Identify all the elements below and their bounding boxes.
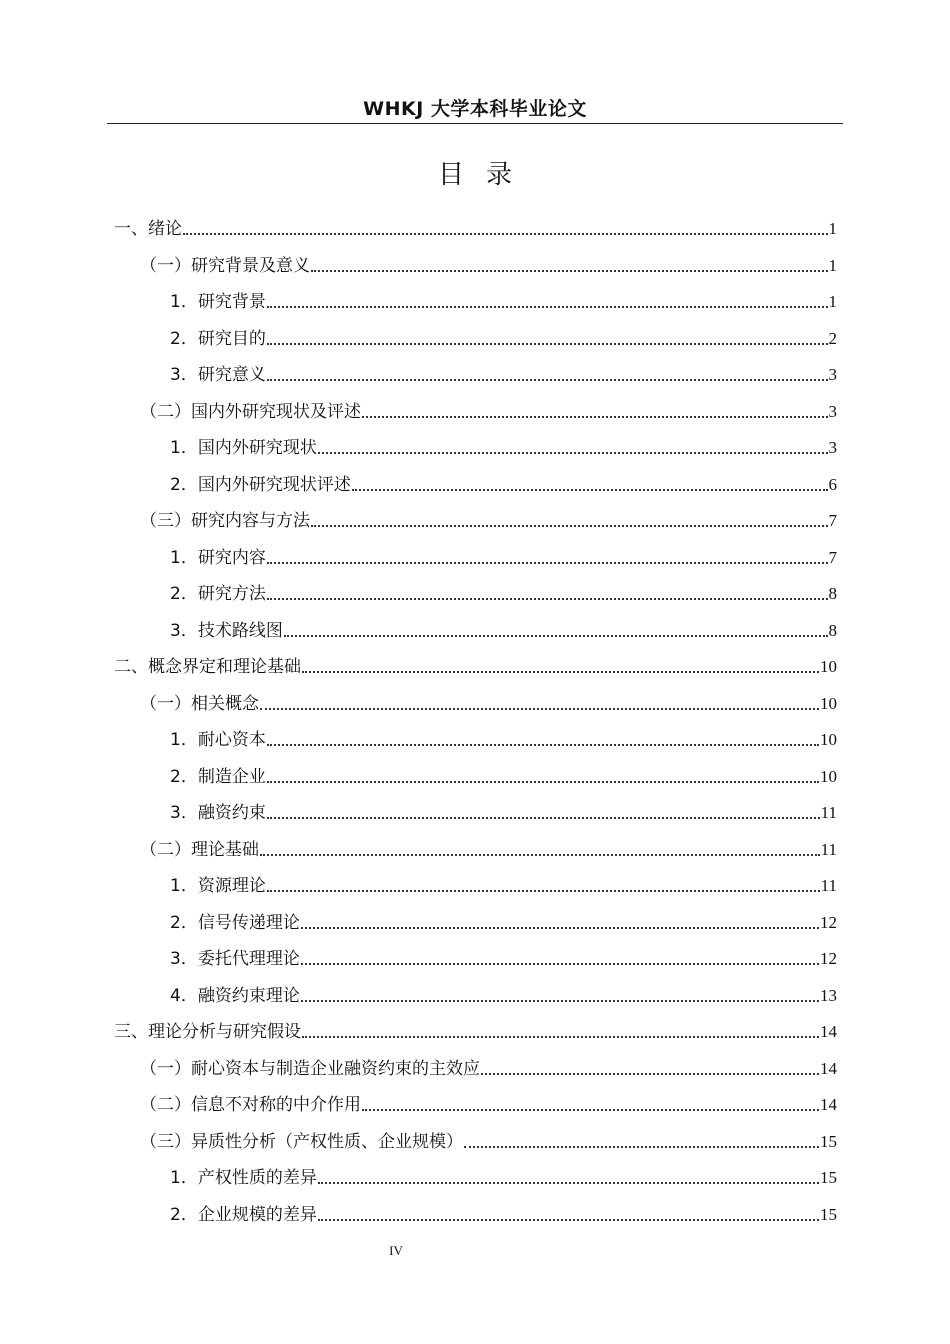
toc-entry-label: 1．研究内容 — [170, 547, 266, 568]
toc-dot-leader — [183, 233, 828, 235]
toc-entry[interactable] — [170, 725, 837, 751]
toc-entry[interactable] — [140, 506, 837, 532]
toc-entry-label: 2．研究方法 — [170, 584, 266, 604]
toc-entry-page: 3 — [828, 365, 837, 384]
toc-entry-page: 13 — [820, 985, 837, 1005]
toc-entry-page: 2 — [828, 328, 837, 348]
toc-dot-leader — [267, 817, 820, 819]
toc-entry-label: （一）耐心资本与制造企业融资约束的主效应 — [140, 1058, 480, 1079]
toc-dot-leader — [267, 890, 820, 892]
footer-page-number: IV — [389, 1243, 403, 1258]
toc-entry-page: 14 — [820, 1022, 837, 1041]
toc-dot-leader — [302, 1036, 819, 1038]
toc-dot-leader — [267, 306, 828, 308]
toc-entry-page: 10 — [820, 693, 837, 713]
toc-entry-label: （一）相关概念 — [140, 693, 259, 714]
toc-entry[interactable] — [114, 1017, 837, 1043]
toc-entry-page: 8 — [828, 620, 837, 640]
toc-entry[interactable] — [114, 652, 837, 678]
toc-entry-label: 1．耐心资本 — [170, 730, 266, 750]
toc-entry[interactable] — [140, 251, 837, 277]
toc-entry[interactable] — [140, 689, 837, 715]
toc-entry[interactable] — [140, 835, 837, 861]
toc-dot-leader — [267, 781, 819, 783]
toc-entry-page: 15 — [820, 1168, 837, 1187]
toc-dot-leader — [267, 343, 828, 345]
toc-entry-page: 14 — [820, 1058, 837, 1078]
toc-dot-leader — [301, 1000, 819, 1002]
toc-entry-label: 3．技术路线图 — [170, 620, 283, 641]
toc-entry-label: 2．制造企业 — [170, 766, 266, 787]
toc-entry[interactable] — [170, 762, 837, 788]
toc-entry[interactable] — [170, 287, 837, 313]
toc-dot-leader — [301, 963, 819, 965]
toc-dot-leader — [464, 1146, 819, 1148]
toc-entry[interactable] — [170, 981, 837, 1007]
toc-entry-page: 11 — [820, 839, 837, 859]
toc-dot-leader — [267, 379, 828, 381]
toc-dot-leader — [352, 489, 828, 491]
toc-entry-label: 1．研究背景 — [170, 292, 266, 312]
toc-entry-page: 3 — [828, 401, 837, 421]
toc-dot-leader — [481, 1073, 819, 1075]
page-footer — [0, 1243, 792, 1259]
toc-dot-leader — [267, 562, 828, 564]
toc-dot-leader — [362, 416, 828, 418]
toc-entry-label: 2．企业规模的差异 — [170, 1204, 317, 1225]
toc-dot-leader — [267, 744, 819, 746]
toc-entry-page: 12 — [820, 949, 837, 968]
toc-entry-label: （二）信息不对称的中介作用 — [140, 1095, 361, 1115]
toc-dot-leader — [318, 1219, 819, 1221]
toc-entry[interactable] — [140, 1127, 837, 1153]
toc-entry-page: 10 — [820, 657, 837, 676]
toc-entry-label: 3．融资约束 — [170, 803, 266, 823]
toc-entry-page: 12 — [820, 912, 837, 932]
toc-dot-leader — [311, 270, 828, 272]
toc-entry-label: 1．资源理论 — [170, 876, 266, 896]
toc-entry-page: 1 — [828, 255, 837, 275]
page-title: 目录 — [437, 160, 534, 190]
toc-entry[interactable] — [170, 908, 837, 934]
toc-entry-label: （一）研究背景及意义 — [140, 255, 310, 276]
toc-entry[interactable] — [114, 214, 837, 240]
toc-entry-label: 2．信号传递理论 — [170, 912, 300, 933]
toc-entry-label: 3．委托代理理论 — [170, 949, 300, 969]
toc-entry[interactable] — [170, 1163, 837, 1189]
toc-entry-page: 6 — [828, 474, 837, 494]
toc-entry[interactable] — [140, 397, 837, 423]
toc-dot-leader — [260, 708, 819, 710]
toc-entry-label: （二）理论基础 — [140, 839, 259, 860]
toc-entry-label: 二、概念界定和理论基础 — [114, 657, 301, 677]
toc-entry-page: 11 — [820, 803, 837, 822]
toc-entry[interactable] — [170, 944, 837, 970]
toc-entry-page: 11 — [820, 876, 837, 895]
toc-entry-label: （三）异质性分析（产权性质、企业规模） — [140, 1131, 463, 1152]
toc-dot-leader — [318, 1182, 819, 1184]
toc-entry[interactable] — [140, 1090, 837, 1116]
toc-entry[interactable] — [170, 324, 837, 350]
toc-dot-leader — [260, 854, 820, 856]
header-text: WHKJ 大学本科毕业论文 — [363, 98, 587, 120]
toc-entry[interactable] — [170, 470, 837, 496]
toc-dot-leader — [311, 525, 828, 527]
toc-entry-page: 10 — [820, 766, 837, 786]
toc-entry-label: （二）国内外研究现状及评述 — [140, 401, 361, 422]
toc-entry[interactable] — [170, 616, 837, 642]
toc-dot-leader — [362, 1109, 819, 1111]
toc-entry[interactable] — [170, 798, 837, 824]
toc-entry-label: 4．融资约束理论 — [170, 985, 300, 1006]
toc-entry-label: 2．国内外研究现状评述 — [170, 474, 351, 495]
toc-entry[interactable] — [170, 871, 837, 897]
toc-entry-label: 1．产权性质的差异 — [170, 1168, 317, 1188]
toc-entry-page: 7 — [828, 511, 837, 530]
toc-entry-label: 一、绪论 — [114, 219, 182, 239]
toc-entry-label: 2．研究目的 — [170, 328, 266, 349]
toc-dot-leader — [301, 927, 819, 929]
toc-entry[interactable] — [170, 1200, 837, 1226]
toc-entry-page: 14 — [820, 1095, 837, 1114]
toc-entry[interactable] — [140, 1054, 837, 1080]
toc-dot-leader — [302, 671, 819, 673]
toc-entry[interactable] — [170, 360, 837, 386]
toc-entry[interactable] — [170, 543, 837, 569]
toc-entry-label: （三）研究内容与方法 — [140, 511, 310, 531]
toc-entry-label: 三、理论分析与研究假设 — [114, 1022, 301, 1042]
toc-entry-page: 7 — [828, 547, 837, 567]
toc-entry-page: 1 — [828, 219, 837, 238]
toc-entry-page: 8 — [828, 584, 837, 603]
toc-entry[interactable] — [170, 579, 837, 605]
toc-entry-label: 1．国内外研究现状 — [170, 438, 317, 458]
toc-entry-page: 3 — [828, 438, 837, 457]
toc-entry-page: 15 — [820, 1204, 837, 1224]
toc-entry[interactable] — [170, 433, 837, 459]
toc-entry-label: 3．研究意义 — [170, 365, 266, 385]
toc-entry-page: 15 — [820, 1131, 837, 1151]
toc-dot-leader — [267, 598, 828, 600]
toc-dot-leader — [284, 635, 828, 637]
page-header — [107, 96, 843, 124]
toc-entry-page: 10 — [820, 730, 837, 749]
toc-dot-leader — [318, 452, 828, 454]
toc-entry-page: 1 — [828, 292, 837, 311]
